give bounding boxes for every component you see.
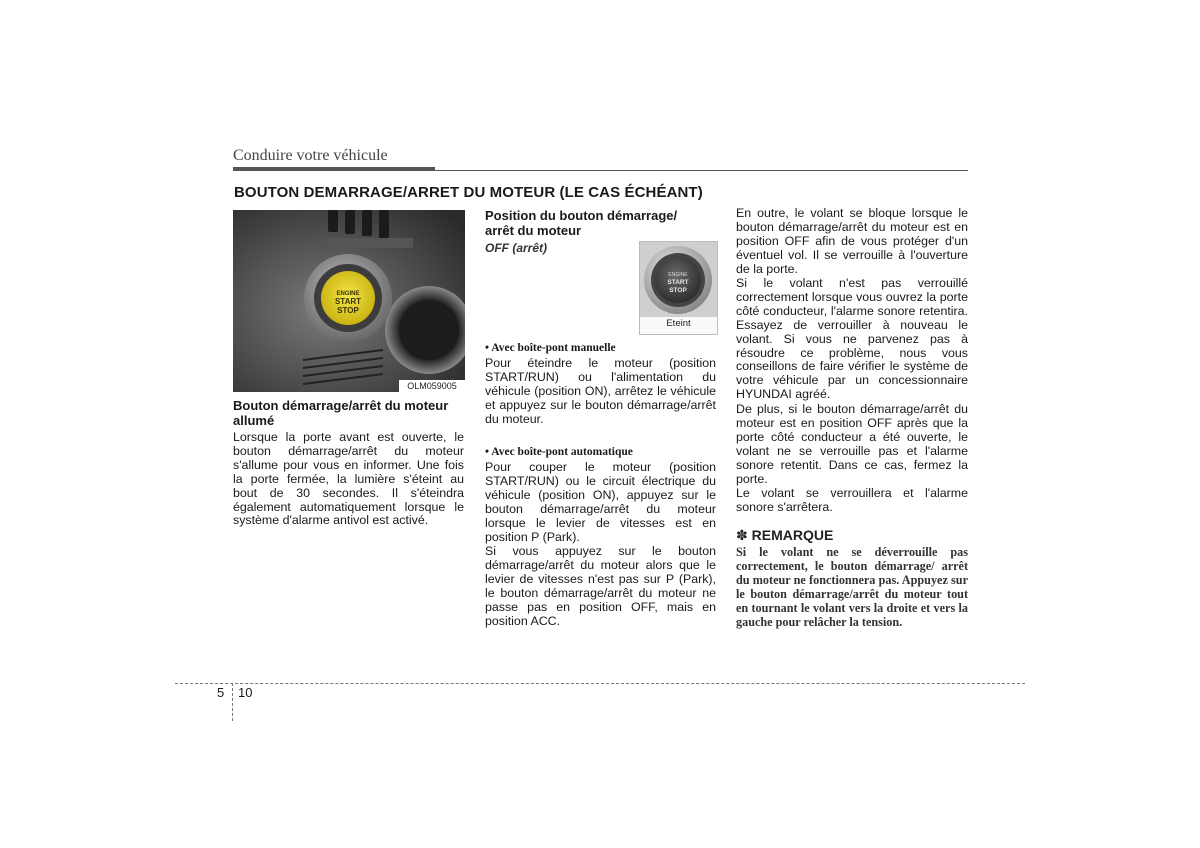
automatic-transmission-body-1: Pour couper le moteur (position START/RUN) ou le circuit électrique du véhicule (position ON), appuyez sur le bouton démarrage/arrêt du moteur lorsque le levier de vitesses est en position P (Park). — [485, 460, 716, 544]
right-paragraph-2: Si le volant n'est pas verrouillé correctement lorsque vous ouvrez la porte côté conducteur, l'alarme sonore retentira. Essayez de verrouiller à nouveau le volant. Si vous ne parvenez pas à résoudre ce problème, nous vous conseillons de faire vérifier le système de votre véhicule par un concessionnaire HYUNDAI agréé. — [736, 276, 968, 402]
photo1-stop-text: STOP — [337, 306, 359, 315]
manual-transmission-heading: • Avec boîte-pont manuelle — [485, 342, 616, 354]
footer-separator — [232, 683, 233, 721]
photo2-engine-text: ENGINE — [668, 272, 688, 278]
off-state-label: OFF (arrêt) — [485, 241, 548, 255]
photo1-start-text: START — [334, 297, 362, 306]
remark-heading: ✽ REMARQUE — [736, 527, 834, 543]
page-number: 10 — [238, 685, 253, 700]
photo2-start-text: START — [667, 279, 689, 286]
header-rule-accent — [233, 167, 435, 171]
manual-transmission-body: Pour éteindre le moteur (position START/RUN) ou l'alimentation du véhicule (position ON), arrêtez le véhicule et appuyez sur le bouton démarrage/arrêt du moteur. — [485, 356, 716, 426]
right-paragraph-1: En outre, le volant se bloque lorsque le bouton démarrage/arrêt du moteur est en position OFF afin de vous protéger d'un éventuel vol. Il se verrouille à l'ouverture de la porte. — [736, 206, 968, 276]
left-subheading: Bouton démarrage/arrêt du moteur allumé — [233, 398, 449, 428]
photo2-stop-text: STOP — [669, 287, 687, 294]
start-stop-button-photo — [233, 210, 465, 392]
photo1-engine-text: ENGINE — [336, 291, 360, 297]
chapter-title: Conduire votre véhicule — [233, 147, 388, 164]
footer-divider — [175, 683, 1025, 684]
photo1-caption: OLM059005 — [399, 380, 465, 392]
chapter-number: 5 — [217, 685, 225, 700]
middle-subheading: Position du bouton démarrage/ arrêt du moteur — [485, 208, 678, 238]
left-body: Lorsque la porte avant est ouverte, le bouton démarrage/arrêt du moteur s'allume pour vous en informer. Une fois la porte fermée, la lumière s'éteint au bout de 30 secondes. Il s'éteindra également automatiquement lorsque le système d'alarme antivol est activé. — [233, 430, 464, 528]
section-title: BOUTON DEMARRAGE/ARRET DU MOTEUR (LE CAS ÉCHÉANT) — [234, 184, 703, 201]
photo2-caption: Eteint — [666, 318, 691, 329]
right-paragraph-3: De plus, si le bouton démarrage/arrêt du moteur est en position OFF après que la porte côté conducteur a été ouverte, le volant ne se verrouille pas et l'alarme sonore retentit. Dans ce cas, fermez la porte. — [736, 402, 968, 486]
off-button-photo — [639, 241, 718, 335]
automatic-transmission-body-2: Si vous appuyez sur le bouton démarrage/arrêt du moteur alors que le levier de vitesses n'est pas sur P (Park), le bouton démarrage/arrêt du moteur ne passe pas en position OFF, mais en position ACC. — [485, 544, 716, 628]
right-paragraph-4: Le volant se verrouillera et l'alarme sonore s'arrêtera. — [736, 486, 968, 514]
remark-body: Si le volant ne se déverrouille pas correctement, le bouton démarrage/ arrêt du moteur ne fonctionnera pas. Appuyez sur le bouton démarrage/arrêt du moteur tout en tournant le volant vers la droite et vers la gauche pour relâcher la tension. — [736, 545, 968, 630]
automatic-transmission-heading: • Avec boîte-pont automatique — [485, 446, 633, 458]
